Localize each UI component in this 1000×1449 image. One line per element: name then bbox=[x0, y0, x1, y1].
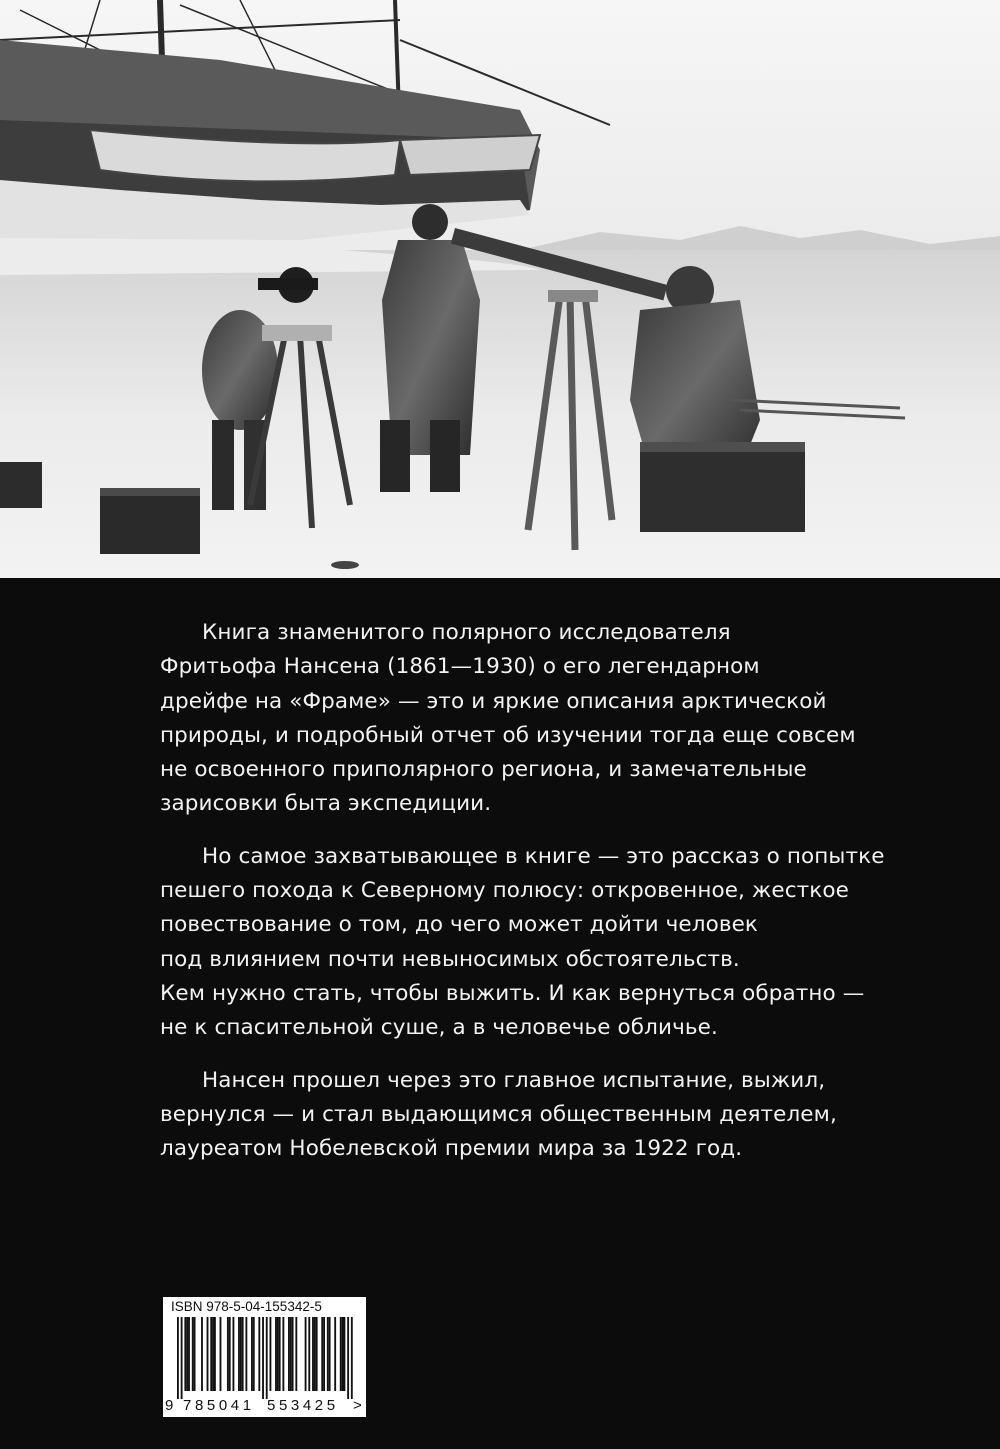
barcode-bar bbox=[184, 1317, 186, 1391]
barcode-left-group: 785041 bbox=[183, 1397, 255, 1414]
barcode-bar bbox=[347, 1317, 349, 1399]
barcode-bar bbox=[192, 1317, 194, 1391]
barcode-digits bbox=[163, 1397, 366, 1417]
text-line: Нансен прошел через это главное испытание, выжил, bbox=[202, 1067, 826, 1093]
barcode-bar bbox=[277, 1317, 279, 1391]
text-line: лауреатом Нобелевской премии мира за 1922 год. bbox=[160, 1136, 743, 1162]
barcode-bar bbox=[177, 1317, 179, 1399]
barcode-bar bbox=[327, 1317, 329, 1391]
text-line: вернулся — и стал выдающимся общественным деятелем, bbox=[160, 1101, 837, 1127]
barcode-first-digit: 9 bbox=[165, 1397, 174, 1414]
blurb-paragraph-1 bbox=[160, 616, 940, 822]
barcode-bar bbox=[344, 1317, 346, 1391]
text-line: не к спасительной суше, а в человечье обличье. bbox=[160, 1015, 718, 1041]
barcode-bar bbox=[351, 1317, 353, 1399]
barcode-bar bbox=[340, 1317, 342, 1391]
barcode-bar bbox=[220, 1317, 222, 1391]
text-line: зарисовки быта экспедиции. bbox=[160, 791, 492, 817]
barcode-bar bbox=[323, 1317, 325, 1391]
barcode-bar bbox=[210, 1317, 212, 1391]
text-line: Фритьофа Нансена (1861—1930) о его легендарном bbox=[160, 654, 760, 680]
text-line: не освоенного приполярного региона, и замечательные bbox=[160, 757, 807, 783]
barcode-bar bbox=[181, 1317, 183, 1399]
arctic-expedition-photo bbox=[0, 0, 1000, 578]
barcode-bar bbox=[242, 1317, 244, 1391]
barcode-bar bbox=[316, 1317, 318, 1391]
barcode-bar bbox=[258, 1317, 260, 1391]
text-line: Книга знаменитого полярного исследователя bbox=[202, 620, 731, 645]
barcode-bar bbox=[282, 1317, 284, 1391]
barcode-bars bbox=[163, 1317, 366, 1399]
barcode-bar bbox=[279, 1317, 281, 1391]
text-line: природы, и подробный отчет об изучении тогда еще совсем bbox=[160, 722, 856, 748]
barcode-bar bbox=[290, 1317, 292, 1391]
barcode-bar bbox=[314, 1317, 316, 1391]
barcode-quiet-mark: > bbox=[353, 1397, 362, 1414]
barcode-bar bbox=[201, 1317, 203, 1391]
barcode-bar bbox=[233, 1317, 235, 1391]
barcode-bar bbox=[207, 1317, 209, 1391]
barcode-bar bbox=[245, 1317, 247, 1391]
blurb-text bbox=[160, 616, 940, 1184]
text-line: под влиянием почти невыносимых обстоятельств. bbox=[160, 946, 740, 972]
barcode-bar bbox=[275, 1317, 277, 1391]
barcode-bar bbox=[186, 1317, 188, 1391]
barcode-bar bbox=[342, 1317, 344, 1391]
barcode-bar bbox=[308, 1317, 310, 1391]
blurb-paragraph-3 bbox=[160, 1064, 940, 1167]
barcode-bar bbox=[240, 1317, 242, 1391]
barcode-bar bbox=[214, 1317, 216, 1391]
barcode-bar bbox=[238, 1317, 240, 1391]
isbn-barcode bbox=[163, 1297, 366, 1417]
barcode-bar bbox=[305, 1317, 307, 1391]
barcode-bar bbox=[227, 1317, 229, 1391]
barcode-right-group: 553425 bbox=[267, 1397, 339, 1414]
isbn-label: ISBN 978-5-04-155342-5 bbox=[171, 1299, 322, 1314]
barcode-bar bbox=[295, 1317, 297, 1391]
text-line: пешего похода к Северному полюсу: откровенное, жесткое bbox=[160, 878, 849, 904]
text-line: Но самое захватывающее в книге — это рассказ о попытке bbox=[202, 843, 885, 869]
barcode-bar bbox=[321, 1317, 323, 1391]
text-line: повествование о том, до чего может дойти человек bbox=[160, 912, 759, 938]
barcode-bar bbox=[270, 1317, 272, 1391]
barcode-bar bbox=[251, 1317, 253, 1391]
barcode-bar bbox=[262, 1317, 264, 1399]
blurb-paragraph-2 bbox=[160, 840, 940, 1046]
text-line: Кем нужно стать, чтобы выжить. И как вернуться обратно — bbox=[160, 980, 865, 1006]
barcode-bar bbox=[253, 1317, 255, 1391]
barcode-bar bbox=[229, 1317, 231, 1391]
barcode-bar bbox=[334, 1317, 336, 1391]
barcode-bar bbox=[292, 1317, 294, 1391]
barcode-bar bbox=[194, 1317, 196, 1391]
barcode-bar bbox=[312, 1317, 314, 1391]
barcode-bar bbox=[266, 1317, 268, 1399]
barcode-bar bbox=[288, 1317, 290, 1391]
barcode-bar bbox=[329, 1317, 331, 1391]
barcode-bar bbox=[188, 1317, 190, 1391]
barcode-bar bbox=[212, 1317, 214, 1391]
text-line: дрейфе на «Фраме» — это и яркие описания арктической bbox=[160, 688, 827, 714]
